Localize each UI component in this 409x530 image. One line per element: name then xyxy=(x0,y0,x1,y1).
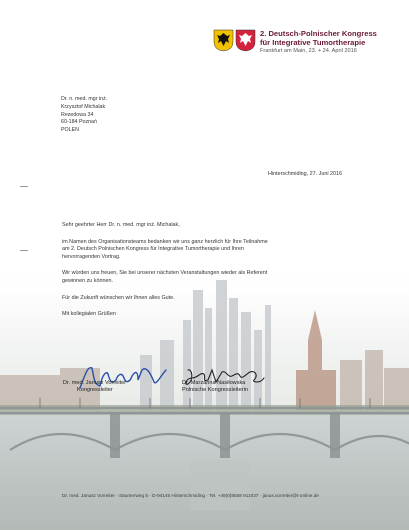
paragraph-line: am 2. Deutsch Polnischen Kongress für Integrative Tumortherapie und Ihren xyxy=(62,246,244,253)
recipient-address xyxy=(61,96,107,135)
coat-of-arms-icons xyxy=(213,28,257,52)
punch-mark xyxy=(20,250,28,251)
address-line: Dr. n. med. mgr inż. xyxy=(61,96,108,102)
paragraph-line: hervorragenden Vortrag. xyxy=(62,253,121,260)
fold-mark xyxy=(20,186,28,187)
signatory-role: Kongressleiter xyxy=(77,387,113,393)
paragraph-line: Wir würden uns freuen, Sie bei unserer nächsten Veranstaltungen wieder als Referent xyxy=(62,270,268,277)
signatory-role: Polnische Kongressleiterin xyxy=(182,387,248,393)
paragraph-line: gewinnen zu können. xyxy=(62,277,113,284)
salutation: Sehr geehrter Herr Dr. n. med. mgr inż. Michalak, xyxy=(62,222,180,228)
letter-footer: Dr. med. Janusz Vorreiter · Säumerweg 5 · D-94145 Hinterschmiding · Tel. +49(0)8558 911037 · janus.vorreiter@t-online.de xyxy=(62,493,319,498)
congress-date-location: Frankfurt am Main, 23. + 24. April 2016 xyxy=(260,48,357,54)
address-line: Rezedowa 34 xyxy=(61,111,94,118)
address-line: Krzysztof Michalak xyxy=(61,103,106,110)
place-and-date: Hinterschmiding, 27. Juni 2016 xyxy=(268,171,343,177)
paragraph-line: Für die Zukunft wünschen wir Ihnen alles Gute. xyxy=(62,294,175,301)
paragraph-line: im Namen des Organisationsteams bedanken wir uns ganz herzlich für Ihre Teilnahme xyxy=(62,238,268,245)
signatory-vorreiter xyxy=(63,380,126,394)
congress-title-line2: für Integrative Tumortherapie xyxy=(260,38,366,47)
german-eagle-icon xyxy=(214,30,233,51)
address-line: 60-184 Poznań xyxy=(61,119,97,126)
polish-eagle-icon xyxy=(236,30,255,51)
signatory-name: Dr. Marzanna Nasiłowska xyxy=(182,380,246,386)
congress-title-line1: 2. Deutsch-Polnischer Kongress xyxy=(260,29,377,38)
congress-header xyxy=(260,29,400,55)
address-line: POLEN xyxy=(61,127,79,134)
closing: Mit kollegialen Grüßen xyxy=(62,311,116,318)
letter-body xyxy=(62,222,362,319)
signatory-nasilowska xyxy=(182,380,248,394)
signatory-name: Dr. med. Janusz Vorreiter xyxy=(63,380,127,386)
